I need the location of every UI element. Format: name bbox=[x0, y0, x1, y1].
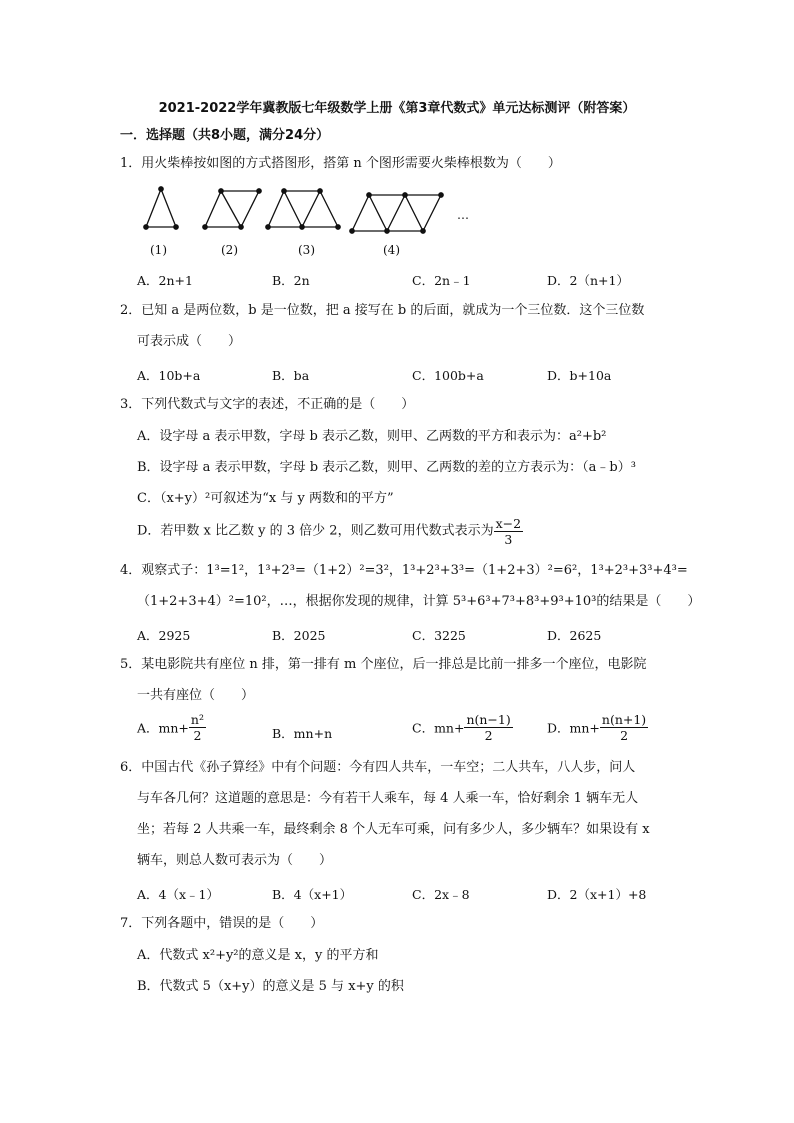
q5-option-c bbox=[412, 712, 513, 743]
q3-option-a: A．设字母 a 表示甲数，字母 b 表示乙数，则甲、乙两数的平方和表示为：a²+b² bbox=[137, 429, 607, 444]
q6-line3: 坐；若每 2 人共乘一车，最终剩余 8 个人无车可乘，问有多少人，多少辆车？如果设有 x bbox=[137, 822, 650, 837]
q5-option-a bbox=[137, 712, 206, 743]
q3-option-c: C．（x+y）²可叙述为“x 与 y 两数和的平方” bbox=[137, 491, 394, 506]
q5-c-denominator: 2 bbox=[484, 728, 493, 743]
q5-option-c-fraction bbox=[464, 712, 512, 743]
q5-d-numerator: n(n+1) bbox=[601, 712, 647, 727]
q2-option-b: B．ba bbox=[272, 368, 310, 383]
fig-label-1: (1) bbox=[150, 243, 167, 257]
q5-option-c-prefix: C．mn+ bbox=[412, 720, 465, 736]
q3-fraction-denominator: 3 bbox=[504, 532, 513, 547]
q6-line2: 与车各几何？这道题的意思是：今有若干人乘车，每 4 人乘一车，恰好剩余 1 辆车无人 bbox=[137, 791, 639, 806]
q5-option-d-prefix: D．mn+ bbox=[547, 720, 600, 736]
q2-line2: 可表示成（ ） bbox=[137, 334, 242, 349]
q5-a-denominator: 2 bbox=[193, 728, 202, 743]
section-heading: 一．选择题（共8小题，满分24分） bbox=[120, 128, 330, 143]
q3-fraction-numerator: x−2 bbox=[495, 516, 522, 531]
q3-stem: 3．下列代数式与文字的表述，不正确的是（ ） bbox=[120, 397, 415, 412]
q3-option-b: B．设字母 a 表示甲数，字母 b 表示乙数，则甲、乙两数的差的立方表示为：（a﹣b）³ bbox=[137, 460, 636, 475]
q6-option-a: A．4（x﹣1） bbox=[137, 887, 219, 902]
q2-option-d: D．b+10a bbox=[547, 368, 612, 383]
q3-option-d bbox=[137, 516, 523, 547]
fig-label-3: (3) bbox=[298, 243, 315, 257]
q7-option-a: A．代数式 x²+y²的意义是 x，y 的平方和 bbox=[137, 948, 379, 963]
q5-option-a-prefix: A．mn+ bbox=[137, 720, 189, 736]
q6-line4: 辆车，则总人数可表示为（ ） bbox=[137, 853, 333, 868]
q5-option-d bbox=[547, 712, 648, 743]
q3-fraction bbox=[494, 516, 523, 547]
q1-option-d: D．2（n+1） bbox=[547, 273, 629, 288]
q7-option-b: B．代数式 5（x+y）的意义是 5 与 x+y 的积 bbox=[137, 979, 404, 994]
q5-c-numerator: n(n−1) bbox=[466, 712, 511, 727]
q6-option-c: C．2x﹣8 bbox=[412, 887, 470, 902]
q5-d-denominator: 2 bbox=[620, 728, 629, 743]
q6-line1: 6．中国古代《孙子算经》中有个问题：今有四人共车，一车空；二人共车，八人步，问人 bbox=[120, 760, 636, 775]
matchstick-figures bbox=[135, 183, 475, 263]
q6-option-b: B．4（x+1） bbox=[272, 887, 353, 902]
q2-option-c: C．100b+a bbox=[412, 368, 484, 383]
q4-option-c: C．3225 bbox=[412, 628, 466, 643]
q1-option-b: B．2n bbox=[272, 273, 310, 288]
q4-option-d: D．2625 bbox=[547, 628, 602, 643]
q5-option-a-fraction bbox=[189, 712, 206, 743]
q2-line1: 2．已知 a 是两位数，b 是一位数，把 a 接写在 b 的后面，就成为一个三位数．这个三位数 bbox=[120, 303, 645, 318]
q1-option-c: C．2n﹣1 bbox=[412, 273, 471, 288]
figures-ellipsis: … bbox=[457, 208, 469, 222]
q4-line1: 4．观察式子：1³=1²，1³+2³=（1+2）²=3²，1³+2³+3³=（1+2+3）²=6²，1³+2³+3³+4³= bbox=[120, 563, 688, 578]
q5-line1: 5．某电影院共有座位 n 排，第一排有 m 个座位，后一排总是比前一排多一个座位，电影院 bbox=[120, 657, 647, 672]
q5-line2: 一共有座位（ ） bbox=[137, 688, 255, 703]
q4-line2: （1+2+3+4）²=10²，…，根据你发现的规律，计算 5³+6³+7³+8³+9³+10³的结果是（ ） bbox=[137, 594, 701, 609]
q3-option-d-text: D．若甲数 x 比乙数 y 的 3 倍少 2，则乙数可用代数式表示为 bbox=[137, 523, 494, 539]
q1-option-a: A．2n+1 bbox=[137, 273, 193, 288]
q5-option-b: B．mn+n bbox=[272, 726, 333, 741]
q1-stem: 1．用火柴棒按如图的方式搭图形，搭第 n 个图形需要火柴棒根数为（ ） bbox=[120, 156, 561, 171]
document-title: 2021-2022学年冀教版七年级数学上册《第3章代数式》单元达标测评（附答案） bbox=[158, 101, 636, 116]
q6-option-d: D．2（x+1）+8 bbox=[547, 887, 647, 902]
q5-a-numerator: n² bbox=[190, 712, 204, 727]
fig-label-4: (4) bbox=[383, 243, 400, 257]
q4-option-a: A．2925 bbox=[137, 628, 191, 643]
q5-option-d-fraction bbox=[600, 712, 648, 743]
q4-option-b: B．2025 bbox=[272, 628, 326, 643]
fig-label-2: (2) bbox=[221, 243, 238, 257]
q7-stem: 7．下列各题中，错误的是（ ） bbox=[120, 916, 324, 931]
q2-option-a: A．10b+a bbox=[137, 368, 201, 383]
